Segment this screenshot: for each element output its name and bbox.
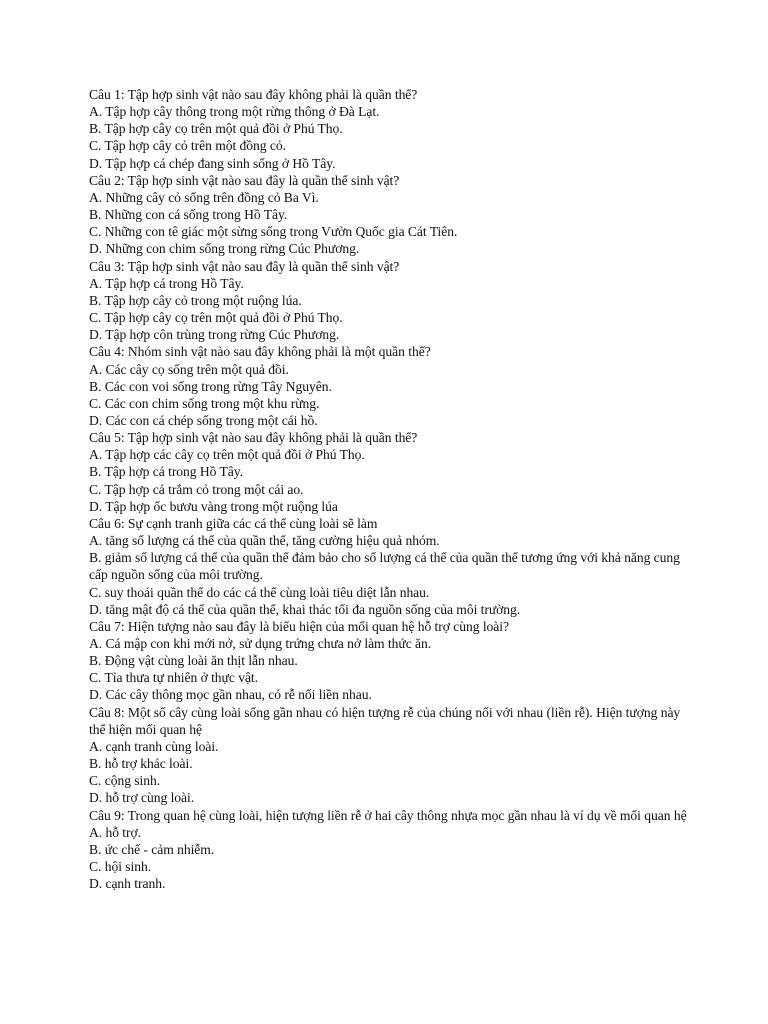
answer-option: B. Các con voi sống trong rừng Tây Nguyên. bbox=[89, 378, 332, 394]
answer-option: C. cộng sinh. bbox=[89, 773, 161, 789]
question-line: Câu 5: Tập hợp sinh vật nào sau đây không phải là quần thể? bbox=[89, 430, 418, 446]
answer-option: D. hỗ trợ cùng loài. bbox=[89, 790, 195, 806]
answer-option: B. Tập hợp cây cỏ trong một ruộng lúa. bbox=[89, 292, 302, 308]
answer-option: C. hội sinh. bbox=[89, 859, 152, 875]
answer-option: C. Tập hợp cây cọ trên một quả đồi ở Phú Thọ. bbox=[89, 310, 343, 326]
answer-option: B. Tập hợp cây cọ trên một quả đồi ở Phú Thọ. bbox=[89, 121, 343, 137]
answer-option: B. Những con cá sống trong Hồ Tây. bbox=[89, 207, 288, 223]
question-line: Câu 9: Trong quan hệ cùng loài, hiện tượng liền rễ ở hai cây thông nhựa mọc gần nhau là ví dụ về mối quan hệ bbox=[89, 807, 687, 823]
answer-option: B. Tập hợp cá trong Hồ Tây. bbox=[89, 464, 243, 480]
answer-option: A. tăng số lượng cá thể của quần thể, tăng cường hiệu quả nhóm. bbox=[89, 533, 440, 549]
answer-option: C. Những con tê giác một sừng sống trong Vườn Quốc gia Cát Tiên. bbox=[89, 224, 458, 240]
answer-option: A. Các cây cọ sống trên một quả đồi. bbox=[89, 361, 289, 377]
answer-option: D. tăng mật độ cá thể của quần thể, khai thác tối đa nguồn sống của môi trường. bbox=[89, 601, 521, 617]
quiz-document bbox=[89, 86, 689, 892]
answer-option: A. Tập hợp cá trong Hồ Tây. bbox=[89, 275, 244, 291]
question-line: Câu 6: Sự cạnh tranh giữa các cá thể cùng loài sẽ làm bbox=[89, 515, 378, 531]
answer-option: C. Tỉa thưa tự nhiên ở thực vật. bbox=[89, 670, 259, 686]
answer-option: A. Tập hợp cây thông trong một rừng thông ở Đà Lạt. bbox=[89, 104, 380, 120]
answer-option: D. cạnh tranh. bbox=[89, 876, 166, 892]
answer-option: D. Các cây thông mọc gần nhau, có rễ nối liền nhau. bbox=[89, 687, 372, 703]
answer-option: B. ức chế - cảm nhiễm. bbox=[89, 841, 215, 857]
answer-option: D. Tập hợp ốc bươu vàng trong một ruộng lúa bbox=[89, 498, 338, 514]
question-line: Câu 4: Nhóm sinh vật nào sau đây không phải là một quần thể? bbox=[89, 344, 431, 360]
answer-option: C. Các con chim sống trong một khu rừng. bbox=[89, 395, 320, 411]
answer-option: A. cạnh tranh cùng loài. bbox=[89, 738, 219, 754]
answer-option: A. Những cây cỏ sống trên đồng cỏ Ba Vì. bbox=[89, 189, 319, 205]
answer-option: B. Động vật cùng loài ăn thịt lẫn nhau. bbox=[89, 653, 298, 669]
answer-option: A. Cá mập con khi mới nở, sử dụng trứng chưa nở làm thức ăn. bbox=[89, 636, 432, 651]
answer-option: C. Tập hợp cây cỏ trên một đồng cỏ. bbox=[89, 138, 286, 154]
answer-option: C. Tập hợp cá trắm cỏ trong một cái ao. bbox=[89, 481, 304, 497]
answer-option: B. giảm số lượng cá thể của quần thể đảm bảo cho số lượng cá thể của quần thể tương ứng với khả năng cung cấp nguồn sống của môi trường. bbox=[89, 550, 680, 583]
answer-option: D. Tập hợp côn trùng trong rừng Cúc Phương. bbox=[89, 327, 340, 343]
question-line: Câu 7: Hiện tượng nào sau đây là biểu hiện của mối quan hệ hỗ trợ cùng loài? bbox=[89, 618, 509, 634]
question-line: Câu 2: Tập hợp sinh vật nào sau đây là quần thể sinh vật? bbox=[89, 172, 400, 188]
question-line: Câu 3: Tập hợp sinh vật nào sau đây là quần thể sinh vật? bbox=[89, 258, 400, 274]
answer-option: D. Các con cá chép sống trong một cái hồ. bbox=[89, 412, 318, 428]
answer-option: D. Những con chim sống trong rừng Cúc Phương. bbox=[89, 241, 360, 257]
answer-option: A. Tập hợp các cây cọ trên một quả đồi ở Phú Thọ. bbox=[89, 447, 365, 463]
answer-option: A. hỗ trợ. bbox=[89, 824, 141, 840]
question-line: Câu 8: Một số cây cùng loài sống gần nhau có hiện tượng rễ của chúng nối với nhau (liền rễ). Hiện tượng này thể hiện mối quan hệ bbox=[89, 704, 681, 737]
answer-option: B. hỗ trợ khác loài. bbox=[89, 756, 193, 772]
answer-option: C. suy thoái quần thể do các cá thể cùng loài tiêu diệt lẫn nhau. bbox=[89, 584, 430, 600]
answer-option: D. Tập hợp cá chép đang sinh sống ở Hồ Tây. bbox=[89, 155, 336, 171]
question-line: Câu 1: Tập hợp sinh vật nào sau đây không phải là quần thể? bbox=[89, 87, 418, 102]
